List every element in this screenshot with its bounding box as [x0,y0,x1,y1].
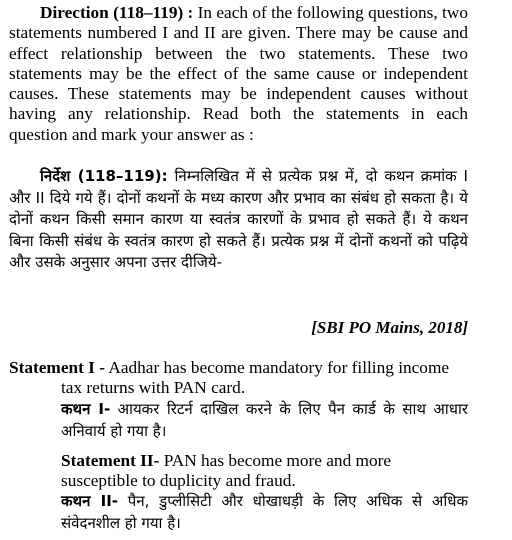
statement-1-line [9,358,471,398]
direction-text: In each of the following questions, two statements numbered I and II are given. There may be cause and effect relationship between the two statements. These two statements may be the effect of the same cause or independent causes. These statements may be independent causes without having any relationship. Read both the statements in each question and mark your answer as : [9,3,468,144]
statement-1-label: Statement I - [9,358,105,377]
statement-2 [61,451,470,491]
hindi-direction-text: निम्नलिखित में से प्रत्येक प्रश्न में, दो कथन क्रमांक I और II दिये गये हैं। दोनों कथनों के मध्य कारण और प्रभाव का संबंध हो सकता है। ये दोनों कथन किसी समान कारण या स्वतंत्र कारणों के प्रभाव हो सकते हैं। ये कथन बिना किसी संबंध के स्वतंत्र कारण हो सकते हैं। प्रत्येक प्रश्न में दोनों कथनों को पढ़िये और उसके अनुसार अपना उत्तर दीजिये- [9,167,468,272]
statement-2-text: PAN has become more and more susceptible to duplicity and fraud. [61,451,392,491]
hindi-direction-paragraph [9,166,468,274]
kathan-2-label: कथन II- [61,492,119,510]
kathan-2-text: पैन, डुप्लीसिटी और धोखाधड़ी के लिए अधिक से अधिक संवेदनशील हो गया है। [61,492,468,532]
kathan-1-label: कथन I- [61,400,111,418]
kathan-1-text: आयकर रिटर्न दाखिल करने के लिए पैन कार्ड के साथ आधार अनिवार्य हो गया है। [61,400,468,440]
statement-1 [9,358,471,398]
statement-2-label: Statement II- [61,451,160,470]
kathan-2 [61,491,468,534]
direction-label: Direction (118–119) : [40,3,194,22]
hindi-direction-label: निर्देश (118–119): [40,167,168,185]
source-citation: [SBI PO Mains, 2018] [311,318,468,337]
statement-1-text: Aadhar has become mandatory for filling income tax returns with PAN card. [61,358,450,398]
direction-paragraph [9,3,468,145]
kathan-1 [61,399,468,442]
